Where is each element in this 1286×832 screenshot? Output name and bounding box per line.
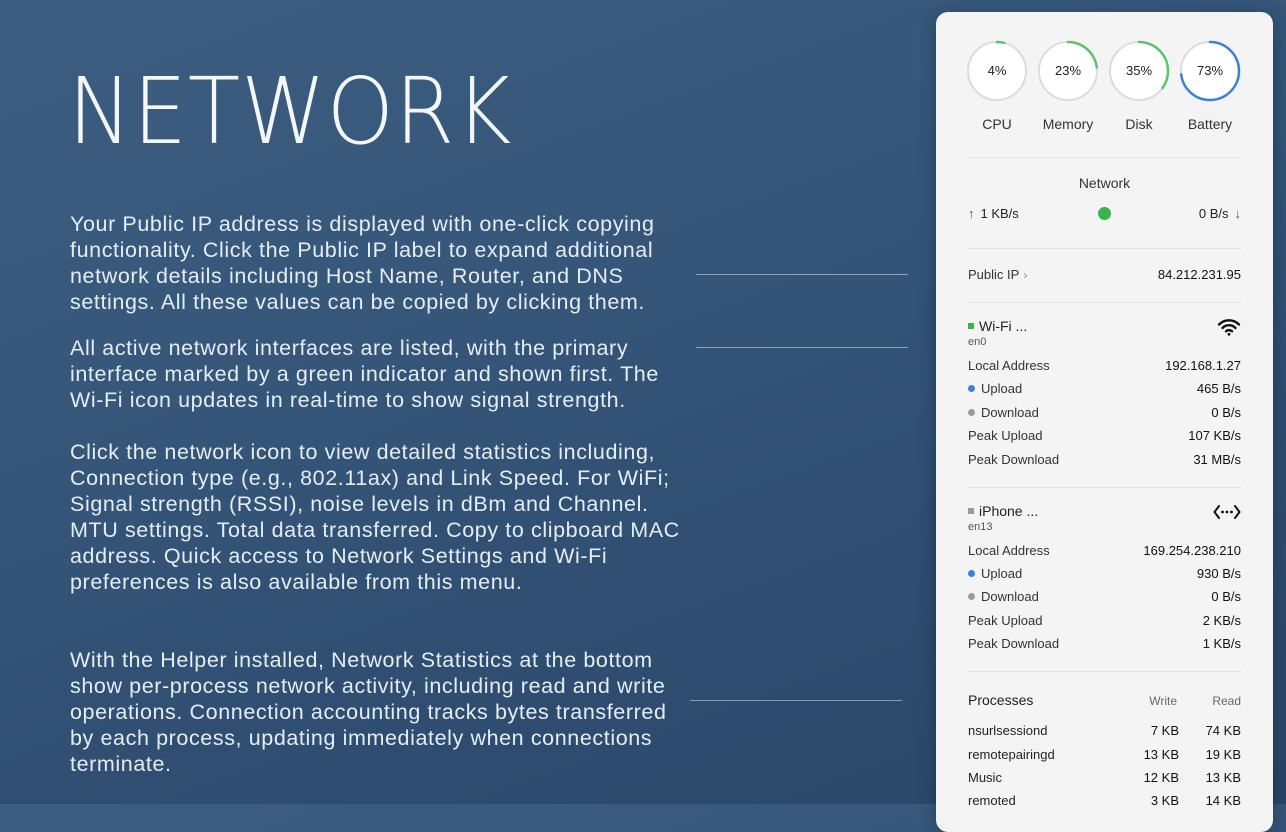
divider — [968, 302, 1241, 303]
processes-header — [968, 692, 1241, 712]
disk-percent: 35% — [1125, 63, 1153, 78]
network-panel — [936, 12, 1273, 832]
interface-id: en13 — [968, 521, 993, 533]
battery-gauge[interactable] — [1179, 40, 1241, 132]
download-bullet — [968, 409, 975, 416]
network-throughput — [968, 206, 1241, 222]
local-address-row[interactable] — [968, 358, 1241, 376]
download-value: 0 B/s — [1211, 589, 1241, 604]
read-column-header: Read — [1212, 694, 1241, 708]
inactive-indicator — [968, 508, 974, 514]
cpu-percent: 4% — [987, 63, 1007, 78]
disk-gauge[interactable] — [1108, 40, 1170, 132]
process-row — [968, 723, 1241, 741]
upload-arrow-icon: ↑ — [968, 206, 975, 221]
peak-upload-label: Peak Upload — [968, 613, 1043, 628]
interfaces-description: All active network interfaces are listed, with the primary interface marked by a green indicator and shown first. The Wi-Fi icon updates in real-time to show signal strength. — [70, 336, 659, 412]
primary-indicator — [968, 323, 974, 329]
cpu-gauge[interactable] — [966, 40, 1028, 132]
page-title: NETWORK — [68, 58, 513, 165]
upload-label — [968, 566, 1022, 581]
peak-download-label: Peak Download — [968, 452, 1060, 467]
battery-label: Battery — [1187, 116, 1233, 132]
process-read: 14 KB — [1205, 793, 1241, 808]
peak-download-row — [968, 452, 1241, 470]
connector-line-interfaces — [696, 347, 908, 348]
download-value: 0 B/s — [1211, 405, 1241, 420]
upload-value: 930 B/s — [1196, 566, 1241, 581]
disk-label: Disk — [1125, 116, 1153, 132]
upload-value: 465 B/s — [1196, 381, 1241, 396]
upload-bullet — [968, 385, 975, 392]
process-name: nsurlsessiond — [968, 723, 1048, 738]
divider — [968, 671, 1241, 672]
interface-name — [968, 318, 1027, 334]
process-write: 12 KB — [1143, 770, 1179, 785]
local-address-label: Local Address — [968, 358, 1050, 373]
process-name: remoted — [968, 793, 1016, 808]
peak-upload-label: Peak Upload — [968, 428, 1043, 443]
process-read: 13 KB — [1205, 770, 1241, 785]
download-label — [968, 405, 1039, 420]
interface-name-text: Wi-Fi ... — [979, 318, 1028, 334]
write-column-header: Write — [1149, 694, 1177, 708]
helper-description: With the Helper installed, Network Statistics at the bottom show per-process network activity, including read and write operations. Connection accounting tracks bytes transferred by each process, updating immediately when connections terminate. — [70, 648, 667, 776]
interface-name-text: iPhone ... — [979, 503, 1039, 519]
divider — [968, 157, 1241, 158]
public-ip-description: Your Public IP address is displayed with one-click copying functionality. Click the Public IP label to expand additional network details including Host Name, Router, and DNS settings. All these values can be copied by clicking them. — [70, 212, 655, 314]
public-ip-label[interactable] — [968, 267, 1027, 282]
peak-upload-value: 107 KB/s — [1188, 428, 1241, 443]
download-row — [968, 589, 1241, 607]
download-row — [968, 405, 1241, 423]
local-address-value[interactable]: 192.168.1.27 — [1165, 358, 1241, 373]
download-label-text: Download — [981, 405, 1039, 420]
local-address-label: Local Address — [968, 543, 1050, 558]
upload-label-text: Upload — [981, 566, 1023, 581]
process-read: 74 KB — [1205, 723, 1241, 738]
interface-id: en0 — [968, 336, 987, 348]
memory-label: Memory — [1042, 116, 1094, 132]
process-row — [968, 793, 1241, 811]
peak-upload-row — [968, 428, 1241, 446]
public-ip-value[interactable]: 84.212.231.95 — [1157, 267, 1241, 282]
interface-name — [968, 503, 1038, 519]
status-indicator — [1098, 207, 1111, 220]
process-write: 3 KB — [1150, 793, 1179, 808]
network-download — [1199, 206, 1241, 221]
connector-line-processes — [690, 700, 902, 701]
download-arrow-icon: ↓ — [1234, 206, 1241, 221]
divider — [968, 487, 1241, 488]
network-download-value: 0 B/s — [1198, 206, 1229, 221]
interface-header-wifi — [968, 318, 1241, 350]
process-row — [968, 770, 1241, 788]
memory-percent: 23% — [1054, 63, 1082, 78]
process-name: Music — [968, 770, 1002, 785]
public-ip-label-text: Public IP — [968, 267, 1020, 282]
peak-download-value: 1 KB/s — [1202, 636, 1241, 651]
download-bullet — [968, 593, 975, 600]
processes-title: Processes — [968, 692, 1034, 708]
memory-gauge[interactable] — [1037, 40, 1099, 132]
divider — [968, 248, 1241, 249]
process-row — [968, 747, 1241, 765]
process-write: 7 KB — [1150, 723, 1179, 738]
download-label — [968, 589, 1039, 604]
local-address-row[interactable] — [968, 543, 1241, 561]
peak-upload-value: 2 KB/s — [1202, 613, 1241, 628]
wifi-icon[interactable] — [1217, 318, 1241, 339]
upload-label — [968, 381, 1022, 396]
network-section-title: Network — [1078, 175, 1131, 191]
upload-bullet — [968, 570, 975, 577]
public-ip-row[interactable] — [968, 267, 1241, 285]
local-address-value[interactable]: 169.254.238.210 — [1143, 543, 1241, 558]
statistics-description: Click the network icon to view detailed statistics including, Connection type (e.g., 802.11ax) and Link Speed. For WiFi; Signal strength (RSSI), noise levels in dBm and Channel. MTU settings. Total data transferred. Copy to clipboard MAC address. Quick access to Network Settings and Wi-Fi preferences is also available from this menu. — [70, 440, 680, 594]
cpu-label: CPU — [982, 116, 1012, 132]
process-name: remotepairingd — [968, 747, 1055, 762]
ethernet-dots-icon[interactable] — [1213, 503, 1241, 524]
peak-download-value: 31 MB/s — [1193, 452, 1241, 467]
interface-header-iphone — [968, 503, 1241, 535]
peak-upload-row — [968, 613, 1241, 631]
upload-label-text: Upload — [981, 381, 1023, 396]
process-write: 13 KB — [1143, 747, 1179, 762]
upload-row — [968, 381, 1241, 399]
network-upload-value: 1 KB/s — [980, 206, 1019, 221]
chevron-right-icon: › — [1023, 268, 1028, 282]
network-upload — [968, 206, 1019, 221]
battery-percent: 73% — [1196, 63, 1224, 78]
peak-download-label: Peak Download — [968, 636, 1060, 651]
process-read: 19 KB — [1205, 747, 1241, 762]
peak-download-row — [968, 636, 1241, 654]
usage-gauges — [966, 40, 1246, 140]
download-label-text: Download — [981, 589, 1039, 604]
upload-row — [968, 566, 1241, 584]
connector-line-public-ip — [696, 274, 908, 275]
